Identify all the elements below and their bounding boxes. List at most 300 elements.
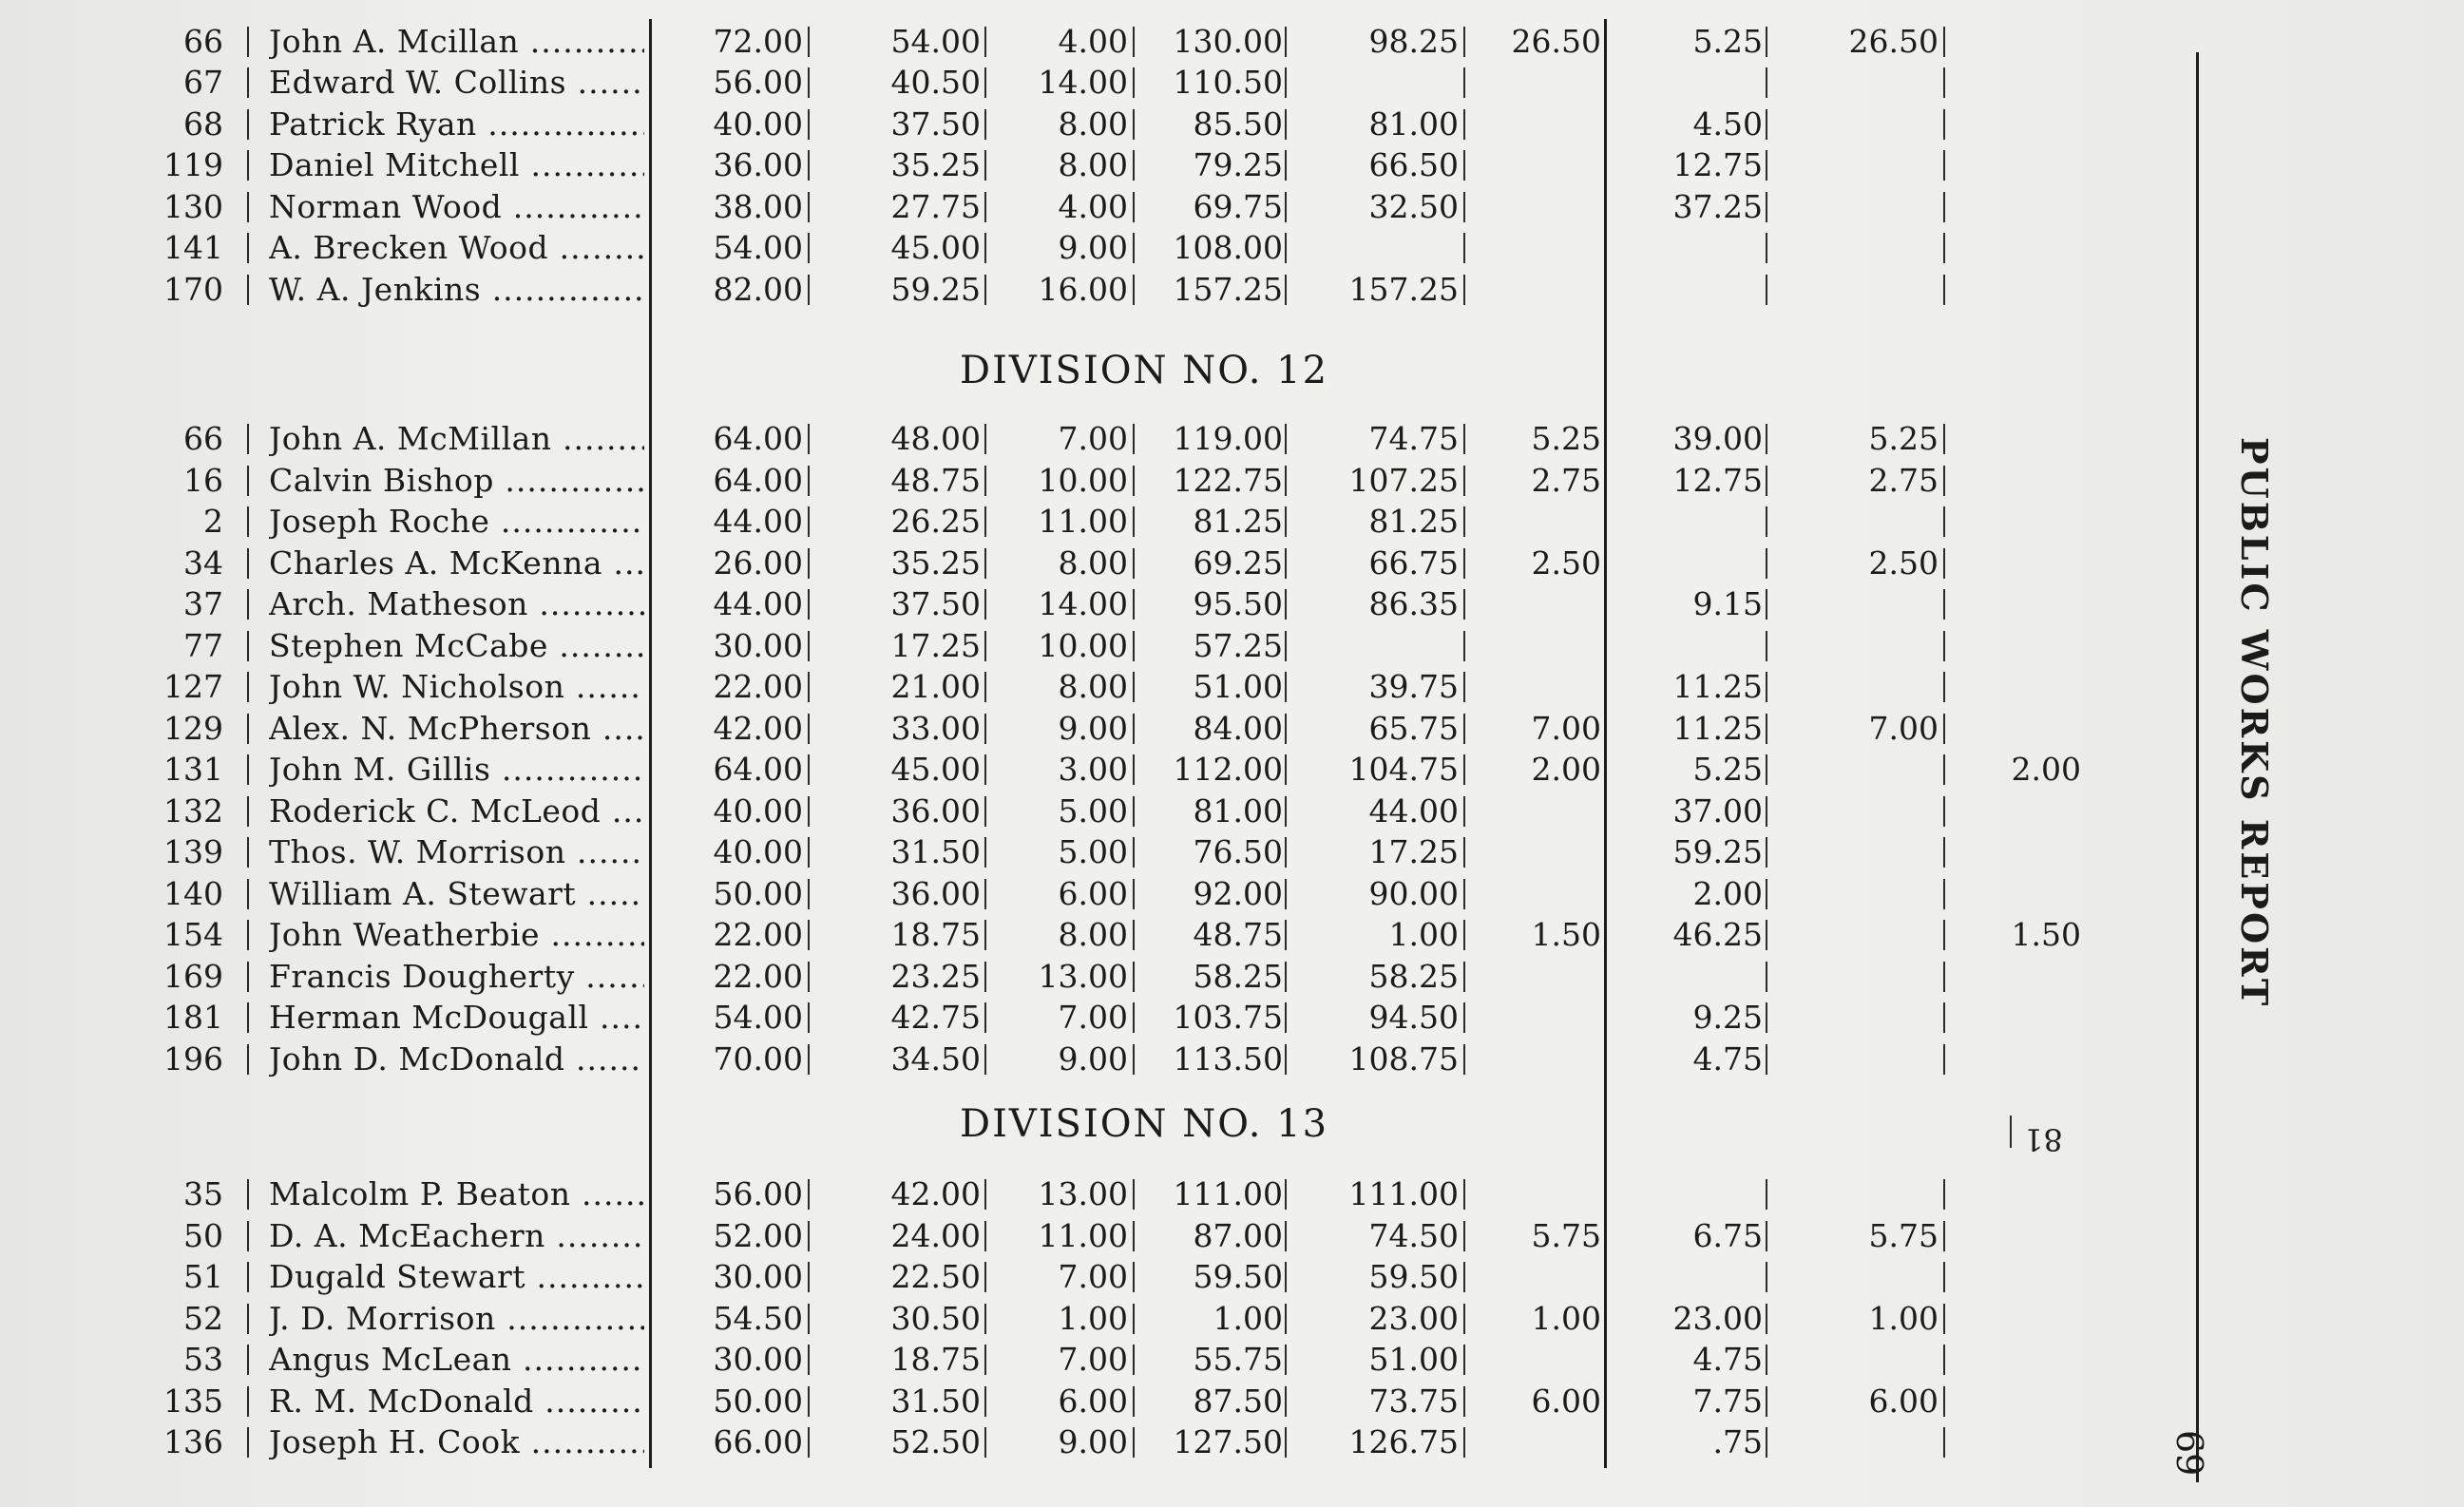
column-rule [1133,920,1135,950]
column-rule [1766,1262,1767,1292]
column-rule [984,27,986,57]
amount-cell: 81.00 [1193,792,1283,830]
column-rule [1943,589,1945,620]
column-rule [1133,1002,1135,1033]
column-rule [1943,150,1945,181]
table-row [0,501,1996,542]
amount-cell: 2.00 [1531,751,1601,788]
column-rule [1285,233,1287,263]
amount-cell: 81.00 [1368,105,1459,143]
column-rule [1133,1221,1135,1251]
amount-cell: 3.00 [1058,751,1128,788]
amount-cell: 23.00 [1368,1300,1459,1337]
table-row [0,269,1996,310]
amount-cell: 8.00 [1058,146,1128,183]
amount-cell: 4.50 [1692,105,1763,143]
amount-cell: 64.00 [713,462,803,499]
amount-cell: 87.00 [1193,1217,1283,1254]
column-rule [1285,1386,1287,1417]
column-rule [984,1427,986,1458]
column-rule [247,796,249,827]
employee-name: John A. Mcillan ..... [269,21,644,62]
amount-cell: 31.50 [890,1383,981,1420]
column-rule [808,672,810,702]
table-row [0,1298,1996,1339]
amount-cell: 8.00 [1058,544,1128,582]
column-rule [1766,920,1767,950]
column-rule [1463,548,1465,579]
amount-cell: 26.00 [713,544,803,582]
amount-cell: 14.00 [1038,585,1128,622]
column-rule [1766,67,1767,98]
amount-cell: 16.00 [1038,271,1128,308]
column-rule [247,150,249,181]
table-row [0,956,1996,997]
column-rule [247,1044,249,1075]
column-rule [1463,27,1465,57]
column-rule [808,233,810,263]
column-rule [1943,275,1945,305]
column-rule [1766,1304,1767,1334]
column-rule [247,424,249,454]
amount-cell: 2.75 [1868,462,1939,499]
amount-cell: 17.25 [890,627,981,664]
amount-cell: 6.00 [1058,1383,1128,1420]
column-rule [247,714,249,744]
amount-cell: 44.00 [713,585,803,622]
amount-cell: 11.00 [1038,1217,1128,1254]
column-rule [1285,424,1287,454]
column-rule [1766,631,1767,661]
column-rule [1766,962,1767,992]
column-rule [1943,714,1945,744]
amount-cell: 37.25 [1672,188,1763,225]
column-rule [247,962,249,992]
column-rule [1943,879,1945,909]
amount-cell: 7.00 [1531,710,1601,747]
column-rule [1463,109,1465,140]
column-rule [1133,275,1135,305]
column-rule [1766,589,1767,620]
table-row [0,1173,1996,1214]
column-rule [1766,506,1767,537]
column-rule [808,466,810,496]
amount-cell: 12.75 [1672,146,1763,183]
amount-cell: 32.50 [1368,188,1459,225]
amount-cell: 2.00 [2011,751,2081,788]
column-rule [1285,1345,1287,1375]
table-row [0,227,1996,268]
column-rule [808,27,810,57]
margin-mark [2010,1116,2012,1148]
column-rule [1766,233,1767,263]
amount-cell: 38.00 [713,188,803,225]
column-rule [1463,754,1465,785]
amount-cell: 26.50 [1511,23,1601,60]
column-rule [1943,1179,1945,1210]
row-number: 50 [183,1217,223,1254]
amount-cell: 64.00 [713,420,803,457]
column-rule [1766,672,1767,702]
amount-cell: 5.00 [1058,833,1128,870]
row-number: 130 [163,188,223,225]
column-rule [1943,109,1945,140]
column-rule [1943,424,1945,454]
employee-name: Angus McLean ..... [269,1339,644,1380]
column-rule [1943,1221,1945,1251]
amount-cell: 52.00 [713,1217,803,1254]
column-rule [1943,837,1945,868]
column-rule [1943,506,1945,537]
row-number: 169 [163,958,223,995]
column-rule [1133,67,1135,98]
table-row [0,625,1996,666]
amount-cell: 21.00 [890,668,981,705]
column-rule [1943,754,1945,785]
amount-cell: 90.00 [1368,875,1459,912]
amount-cell: 37.50 [890,585,981,622]
column-rule [1766,754,1767,785]
column-rule [984,1179,986,1210]
amount-cell: 1.00 [1213,1300,1283,1337]
column-rule [808,920,810,950]
column-rule [1285,589,1287,620]
amount-cell: 5.25 [1692,751,1763,788]
column-rule [984,796,986,827]
column-rule [984,1386,986,1417]
column-rule [1463,275,1465,305]
column-rule [808,1427,810,1458]
column-rule [1463,424,1465,454]
amount-cell: 48.75 [1193,916,1283,953]
column-rule [808,150,810,181]
employee-name: John D. McDonald ..... [269,1039,644,1079]
amount-cell: 9.00 [1058,229,1128,266]
table-row [0,749,2081,790]
column-rule [984,1221,986,1251]
column-rule [984,714,986,744]
employee-name: Herman McDougall ..... [269,997,644,1038]
division-13-heading: DIVISION NO. 13 [960,1102,1329,1146]
column-rule [1463,1179,1465,1210]
column-rule [1463,1221,1465,1251]
amount-cell: 70.00 [713,1040,803,1078]
column-rule [247,1179,249,1210]
column-rule [808,1044,810,1075]
column-rule [1133,1427,1135,1458]
column-rule [1943,1386,1945,1417]
right-rule [2196,52,2199,1482]
column-rule [247,920,249,950]
column-rule [1766,275,1767,305]
column-rule [1463,631,1465,661]
column-rule [1766,714,1767,744]
column-rule [1133,962,1135,992]
column-rule [247,589,249,620]
column-rule [1285,548,1287,579]
table-row [0,997,1996,1038]
column-rule [1285,754,1287,785]
column-rule [1133,27,1135,57]
amount-cell: 10.00 [1038,627,1128,664]
column-rule [1285,192,1287,222]
amount-cell: 6.00 [1531,1383,1601,1420]
column-rule [1133,589,1135,620]
amount-cell: 69.75 [1193,188,1283,225]
column-rule [247,192,249,222]
amount-cell: 6.00 [1058,875,1128,912]
column-rule [247,27,249,57]
amount-cell: 30.00 [713,627,803,664]
column-rule [1285,150,1287,181]
column-rule [1285,109,1287,140]
amount-cell: .75 [1712,1423,1763,1460]
employee-name: John M. Gillis ..... [269,749,644,790]
row-number: 140 [163,875,223,912]
column-rule [1133,796,1135,827]
table-row [0,666,1996,707]
amount-cell: 73.75 [1368,1383,1459,1420]
amount-cell: 9.00 [1058,1423,1128,1460]
column-rule [1943,1345,1945,1375]
amount-cell: 39.75 [1368,668,1459,705]
amount-cell: 6.00 [1868,1383,1939,1420]
table-row [0,1421,1996,1462]
amount-cell: 51.00 [1368,1341,1459,1378]
amount-cell: 14.00 [1038,64,1128,101]
amount-cell: 104.75 [1348,751,1459,788]
column-rule [1463,466,1465,496]
amount-cell: 39.00 [1672,420,1763,457]
amount-cell: 23.25 [890,958,981,995]
amount-cell: 76.50 [1193,833,1283,870]
amount-cell: 86.35 [1368,585,1459,622]
row-number: 196 [163,1040,223,1078]
amount-cell: 65.75 [1368,710,1459,747]
amount-cell: 98.25 [1368,23,1459,60]
amount-cell: 7.00 [1058,999,1128,1036]
column-rule [808,275,810,305]
column-rule [1463,714,1465,744]
amount-cell: 58.25 [1368,958,1459,995]
column-rule [1285,672,1287,702]
amount-cell: 119.00 [1173,420,1283,457]
column-rule [984,506,986,537]
column-rule [1766,109,1767,140]
column-rule [1133,233,1135,263]
table-row [0,1256,1996,1297]
table-row [0,418,1996,459]
amount-cell: 42.75 [890,999,981,1036]
amount-cell: 23.00 [1672,1300,1763,1337]
amount-cell: 81.25 [1193,503,1283,540]
amount-cell: 107.25 [1348,462,1459,499]
column-rule [1285,920,1287,950]
amount-cell: 42.00 [890,1175,981,1212]
amount-cell: 54.00 [890,23,981,60]
employee-name: R. M. McDonald ..... [269,1381,644,1421]
amount-cell: 87.50 [1193,1383,1283,1420]
amount-cell: 1.00 [1531,1300,1601,1337]
row-number: 141 [163,229,223,266]
amount-cell: 5.25 [1531,420,1601,457]
column-rule [808,1002,810,1033]
amount-cell: 2.00 [1692,875,1763,912]
amount-cell: 22.00 [713,668,803,705]
row-number: 119 [163,146,223,183]
amount-cell: 18.75 [890,916,981,953]
column-rule [1463,233,1465,263]
amount-cell: 5.75 [1531,1217,1601,1254]
table-row [0,21,1996,62]
column-rule [1285,1304,1287,1334]
employee-name: John W. Nicholson ..... [269,666,644,707]
amount-cell: 11.25 [1672,668,1763,705]
amount-cell: 37.00 [1672,792,1763,830]
column-rule [1285,631,1287,661]
amount-cell: 54.00 [713,229,803,266]
division-12-heading: DIVISION NO. 12 [960,349,1329,392]
column-rule [984,589,986,620]
column-rule [984,424,986,454]
column-rule [1463,506,1465,537]
column-rule [984,754,986,785]
column-rule [1766,879,1767,909]
table-row [0,873,1996,914]
column-rule [1285,1044,1287,1075]
column-rule [984,962,986,992]
row-number: 16 [183,462,223,499]
row-number: 66 [183,420,223,457]
amount-cell: 8.00 [1058,668,1128,705]
amount-cell: 45.00 [890,229,981,266]
amount-cell: 40.00 [713,833,803,870]
amount-cell: 44.00 [713,503,803,540]
column-rule [247,1002,249,1033]
employee-name: Calvin Bishop ..... [269,460,644,501]
row-number: 139 [163,833,223,870]
column-rule [247,1221,249,1251]
column-rule [1285,714,1287,744]
column-rule [1133,754,1135,785]
amount-cell: 35.25 [890,146,981,183]
column-rule [1133,424,1135,454]
table-row [0,460,1996,501]
column-rule [1766,1002,1767,1033]
column-rule [1766,548,1767,579]
column-rule [808,631,810,661]
row-number: 154 [163,916,223,953]
column-rule [1133,672,1135,702]
amount-cell: 1.50 [1531,916,1601,953]
amount-cell: 2.75 [1531,462,1601,499]
amount-cell: 33.00 [890,710,981,747]
column-rule [1133,714,1135,744]
column-rule [247,1304,249,1334]
column-rule [1133,150,1135,181]
column-rule [984,1262,986,1292]
amount-cell: 9.00 [1058,710,1128,747]
amount-cell: 82.00 [713,271,803,308]
column-rule [984,837,986,868]
column-rule [247,233,249,263]
amount-cell: 7.00 [1058,1258,1128,1295]
amount-cell: 111.00 [1173,1175,1283,1212]
column-rule [808,192,810,222]
amount-cell: 110.50 [1173,64,1283,101]
column-rule [247,548,249,579]
column-rule [1463,1345,1465,1375]
column-rule [1943,1002,1945,1033]
amount-cell: 9.15 [1692,585,1763,622]
column-rule [808,506,810,537]
amount-cell: 56.00 [713,64,803,101]
amount-cell: 92.00 [1193,875,1283,912]
column-rule [984,150,986,181]
column-rule [1766,192,1767,222]
amount-cell: 45.00 [890,751,981,788]
amount-cell: 52.50 [890,1423,981,1460]
column-rule [247,506,249,537]
column-rule [984,1304,986,1334]
amount-cell: 74.75 [1368,420,1459,457]
column-rule [1766,150,1767,181]
column-rule [808,67,810,98]
employee-name: Joseph Roche ..... [269,501,644,542]
column-rule [1285,466,1287,496]
column-rule [247,754,249,785]
column-rule [984,1044,986,1075]
column-rule [1463,796,1465,827]
column-rule [1133,1262,1135,1292]
amount-cell: 48.75 [890,462,981,499]
table-row [0,543,1996,583]
column-rule [1285,879,1287,909]
column-rule [247,837,249,868]
amount-cell: 34.50 [890,1040,981,1078]
amount-cell: 57.25 [1193,627,1283,664]
amount-cell: 85.50 [1193,105,1283,143]
column-rule [1285,962,1287,992]
amount-cell: 50.00 [713,1383,803,1420]
column-rule [1285,796,1287,827]
amount-cell: 10.00 [1038,462,1128,499]
amount-cell: 59.25 [1672,833,1763,870]
table-row [0,1039,1996,1079]
column-rule [247,1262,249,1292]
employee-name: J. D. Morrison ..... [269,1298,644,1339]
table-row [0,62,1996,103]
column-rule [984,920,986,950]
amount-cell: 36.00 [890,792,981,830]
amount-cell: 66.00 [713,1423,803,1460]
column-rule [1766,424,1767,454]
amount-cell: 36.00 [713,146,803,183]
amount-cell: 4.00 [1058,23,1128,60]
amount-cell: 40.00 [713,105,803,143]
row-number: 2 [203,503,223,540]
amount-cell: 59.50 [1368,1258,1459,1295]
amount-cell: 5.75 [1868,1217,1939,1254]
amount-cell: 8.00 [1058,105,1128,143]
column-rule [1766,1345,1767,1375]
column-rule [1133,837,1135,868]
column-rule [808,1262,810,1292]
amount-cell: 7.00 [1058,420,1128,457]
amount-cell: 1.00 [1868,1300,1939,1337]
column-rule [1285,27,1287,57]
employee-name: Joseph H. Cook ..... [269,1421,644,1462]
